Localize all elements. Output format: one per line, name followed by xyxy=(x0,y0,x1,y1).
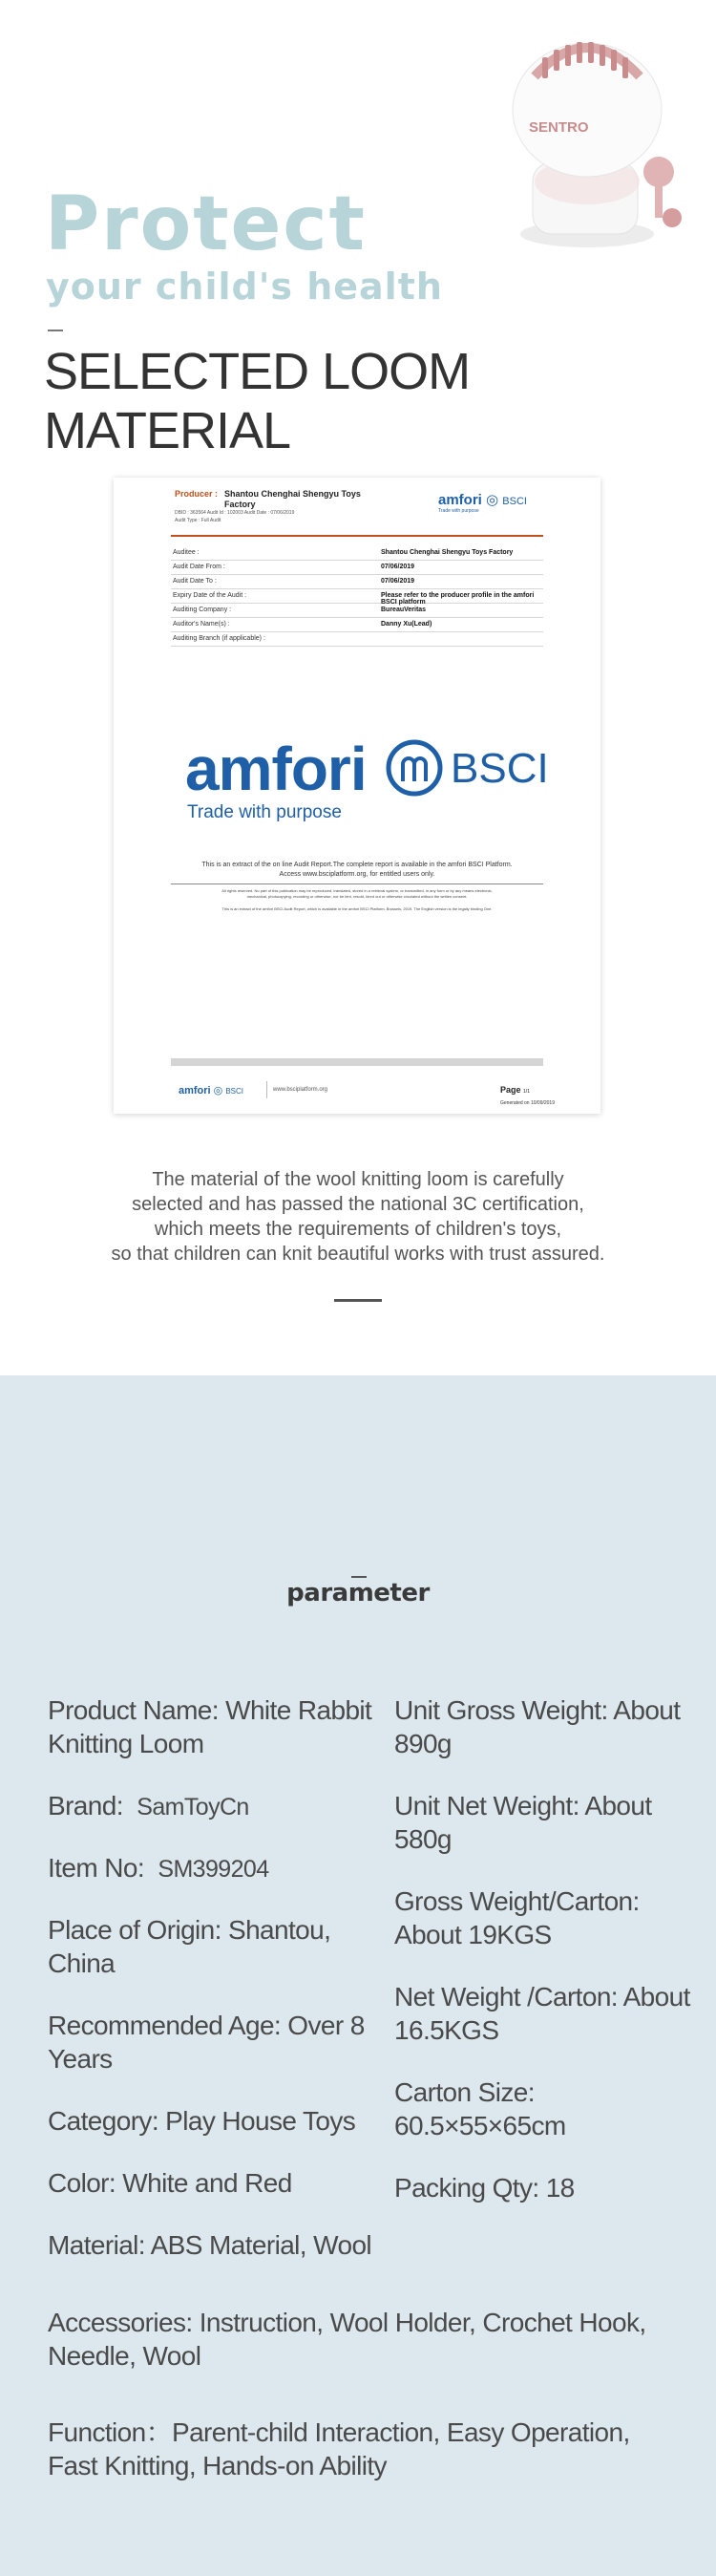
certificate-row: Audit Date To : 07/06/2019 xyxy=(171,575,543,589)
amfori-ring-icon xyxy=(386,739,443,797)
spec-function: Function：Parent-child Interaction, Easy Operation, Fast Knitting, Hands-on Ability xyxy=(48,2417,630,2480)
spec-category: Category: Play House Toys xyxy=(48,2106,356,2136)
product-brand-text: SENTRO xyxy=(529,119,589,136)
protect-subtitle: your child's health xyxy=(46,266,443,308)
producer-label: Producer : xyxy=(175,489,219,499)
knitting-loom-image xyxy=(496,19,687,258)
extract-access: Access www.bsciplatform.org, for entitled users only. xyxy=(279,871,435,878)
certificate-row: Auditor's Name(s) : Danny Xu(Lead) xyxy=(171,618,543,632)
amfori-logo-small: amfori ◎ BSCI xyxy=(438,492,527,508)
certificate-footer-bar xyxy=(171,1058,543,1066)
extract-note: This is an extract of the on line Audit Report.The complete report is available in the amfori BSCI Platform. xyxy=(201,862,513,868)
spec-net-weight-carton: Net Weight /Carton: About 16.5KGS xyxy=(394,1982,690,2045)
footer-url: www.bsciplatform.org xyxy=(273,1087,328,1093)
spec-place-of-origin: Place of Origin: Shantou, China xyxy=(48,1915,331,1978)
spec-color: Color: White and Red xyxy=(48,2168,292,2198)
footer-separator xyxy=(266,1081,267,1098)
amfori-bsci-logo: amfori BSCI Trade with purpose xyxy=(185,734,549,822)
certificate-row: Audit Date From : 07/06/2019 xyxy=(171,561,543,575)
section-heading: SELECTED LOOM MATERIAL xyxy=(44,343,471,459)
rights-text: All rights reserved. No part of this publication may be reproduced, translated, stored in a retrieval system, or transmitted, in any form or by any means electronic, xyxy=(221,888,493,893)
parameter-title: parameter xyxy=(286,1579,430,1607)
spec-product-name: Product Name: White Rabbit Knitting Loom xyxy=(48,1695,372,1758)
certificate-meta: DBID : 363564 Audit Id : 102003 Audit Date : 07/06/2019 xyxy=(175,510,295,516)
spec-gross-weight-carton: Gross Weight/Carton: About 19KGS xyxy=(394,1886,640,1949)
spec-unit-gross-weight: Unit Gross Weight: About 890g xyxy=(394,1695,681,1758)
spec-item-no: Item No: SM399204 xyxy=(48,1853,269,1883)
spec-unit-net-weight: Unit Net Weight: About 580g xyxy=(394,1791,652,1854)
parameter-dash xyxy=(351,1576,367,1578)
amfori-tagline-small: Trade with purpose xyxy=(438,508,479,514)
spec-brand: Brand: SamToyCn xyxy=(48,1791,249,1820)
protect-title: Protect xyxy=(45,181,367,267)
certificate-row: Auditing Company : BureauVeritas xyxy=(171,604,543,618)
page-number: Page 1/1 xyxy=(500,1085,530,1095)
spec-recommended-age: Recommended Age: Over 8 Years xyxy=(48,2011,365,2074)
spec-packing-qty: Packing Qty: 18 xyxy=(394,2173,575,2203)
spec-carton-size: Carton Size: 60.5×55×65cm xyxy=(394,2077,566,2140)
divider-dash xyxy=(48,330,63,331)
material-description: The material of the wool knitting loom is carefully selected and has passed the national 3C certification, which meets the requirements of children's toys, so that children can knit beautiful works with trust assured. xyxy=(111,1169,605,1265)
certificate-meta-type: Audit Type : Full Audit xyxy=(175,518,221,523)
spec-accessories: Accessories: Instruction, Wool Holder, Crochet Hook, Needle, Wool xyxy=(48,2308,646,2371)
spec-material: Material: ABS Material, Wool xyxy=(48,2230,372,2260)
certificate-header-line xyxy=(171,535,543,537)
divider-dash xyxy=(334,1299,382,1302)
amfori-logo-footer: amfori ◎ BSCI xyxy=(179,1085,244,1096)
bsci-certificate-image xyxy=(114,478,600,1114)
rights-text: This is an extract of the amfori BSCI Audit Report, which is available in the amfori BSCI Platform. Brussels, 2019. The English version is the legally binding One. xyxy=(221,906,493,911)
certificate-row: Auditee : Shantou Chenghai Shengyu Toys Factory xyxy=(171,546,543,561)
certificate-row: Auditing Branch (if applicable) : xyxy=(171,632,543,647)
rights-text: mechanical, photocopying, recording or otherwise, nor be lent, resold, hired out or otherwise circulated without the written consent. xyxy=(246,894,468,899)
generated-date: Generated on 10/09/2019 xyxy=(500,1100,555,1106)
producer-name: Shantou Chenghai Shengyu Toys Factory xyxy=(224,489,361,509)
certificate-row: Expiry Date of the Audit : Please refer to the producer profile in the amfori BSCI platform xyxy=(171,589,543,604)
